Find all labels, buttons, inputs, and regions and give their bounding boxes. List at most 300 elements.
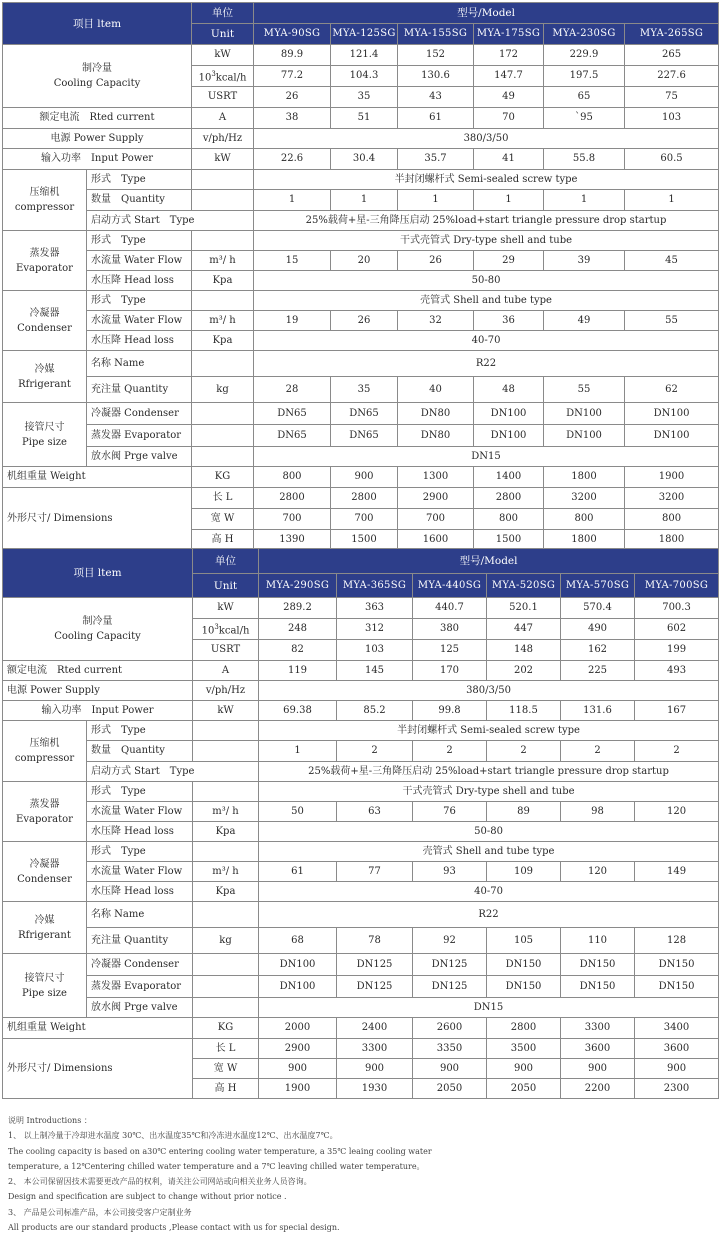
value-cell: 229.9	[544, 45, 625, 66]
spec-table-1	[2, 2, 719, 551]
unit-cell: v/ph/Hz	[193, 681, 259, 701]
value-cell: 1900	[259, 1079, 337, 1099]
value-cell: 77	[337, 862, 413, 882]
model-name: MYA-175SG	[474, 24, 544, 45]
unit-cell: 长 L	[193, 1039, 259, 1059]
value-cell: 35	[331, 377, 398, 403]
unit-cell	[193, 842, 259, 862]
value-cell: DN100	[474, 403, 544, 425]
value-cell: DN80	[398, 403, 474, 425]
value-cell: 800	[254, 467, 331, 488]
value-cell: 22.6	[254, 149, 331, 170]
value-cell: 1500	[474, 530, 544, 551]
value-cell: 41	[474, 149, 544, 170]
unit-cell: 宽 W	[192, 509, 254, 530]
value-cell: 2050	[487, 1079, 561, 1099]
pipe-condenser-label: 冷凝器 Condenser	[87, 954, 193, 976]
weight-label: 机组重量 Weight	[3, 467, 192, 488]
value-cell: 3600	[635, 1039, 719, 1059]
value-cell: 197.5	[544, 66, 625, 87]
drain-valve-label: 放水阀 Prge valve	[87, 447, 192, 467]
dimensions-label: 外形尺寸/ Dimensions	[3, 488, 192, 551]
value-cell: 800	[474, 509, 544, 530]
intro-line: The cooling capacity is based on a30℃ entering cooling water temperature, a 35℃ leaing cooling water	[8, 1146, 432, 1156]
value-cell: 45	[625, 251, 719, 271]
water-flow-label: 水流量 Water Flow	[87, 311, 192, 331]
value-cell: 2800	[254, 488, 331, 509]
value-cell: 700	[254, 509, 331, 530]
unit-header-en: Unit	[192, 24, 254, 45]
model-name: MYA-265SG	[625, 24, 719, 45]
value-cell: DN150	[635, 976, 719, 998]
value-cell: 43	[398, 87, 474, 108]
value-cell: 1930	[337, 1079, 413, 1099]
value-cell: 170	[413, 661, 487, 681]
unit-cell: kW	[192, 149, 254, 170]
unit-cell	[193, 954, 259, 976]
type-label: 形式 Type	[87, 291, 192, 311]
value-cell: 1900	[625, 467, 719, 488]
unit-cell	[193, 902, 259, 928]
value-cell: DN150	[487, 976, 561, 998]
head-loss-value: 50-80	[259, 822, 719, 842]
head-loss-value: 40-70	[254, 331, 719, 351]
value-cell: 82	[259, 640, 337, 661]
unit-cell: Kpa	[192, 271, 254, 291]
unit-cell: $10^3kcal/h$	[193, 619, 259, 640]
value-cell: 70	[474, 108, 544, 129]
value-cell: 1600	[398, 530, 474, 551]
value-cell: 92	[413, 928, 487, 954]
condenser-type-value: 壳管式 Shell and tube type	[254, 291, 719, 311]
value-cell: 900	[331, 467, 398, 488]
value-cell: 700	[331, 509, 398, 530]
value-cell: 265	[625, 45, 719, 66]
value-cell: 2900	[398, 488, 474, 509]
unit-cell: Kpa	[193, 822, 259, 842]
power-supply-label: 电源 Power Supply	[3, 129, 192, 149]
compressor-type-value: 半封闭螺杆式 Semi-sealed screw type	[259, 721, 719, 741]
cooling-capacity-label: 制冷量 Cooling Capacity	[3, 598, 193, 661]
charge-label: 充注量 Quantity	[87, 928, 193, 954]
value-cell: 89	[487, 802, 561, 822]
dimensions-label: 外形尺寸/ Dimensions	[3, 1039, 193, 1099]
unit-cell	[192, 447, 254, 467]
value-cell: 202	[487, 661, 561, 681]
value-cell: DN100	[259, 976, 337, 998]
unit-header: 单位	[193, 549, 259, 574]
value-cell: 61	[398, 108, 474, 129]
unit-cell: 高 H	[193, 1079, 259, 1099]
value-cell: 55	[544, 377, 625, 403]
value-cell: 700	[398, 509, 474, 530]
unit-cell: KG	[192, 467, 254, 488]
value-cell: 51	[331, 108, 398, 129]
value-cell: 152	[398, 45, 474, 66]
unit-cell	[193, 976, 259, 998]
drain-valve-label: 放水阀 Prge valve	[87, 998, 193, 1018]
value-cell: 1800	[544, 467, 625, 488]
unit-cell	[193, 721, 259, 741]
value-cell: 55.8	[544, 149, 625, 170]
value-cell: 490	[561, 619, 635, 640]
condenser-label: 冷凝器 Condenser	[3, 842, 87, 902]
refrigerant-label: 冷媒 Rfrigerant	[3, 902, 87, 954]
value-cell: 162	[561, 640, 635, 661]
value-cell: `95	[544, 108, 625, 129]
value-cell: 248	[259, 619, 337, 640]
value-cell: 65	[544, 87, 625, 108]
value-cell: 3500	[487, 1039, 561, 1059]
value-cell: 1	[544, 190, 625, 211]
value-cell: 69.38	[259, 701, 337, 721]
refrigerant-value: R22	[259, 902, 719, 928]
unit-header: 单位	[192, 3, 254, 24]
value-cell: 76	[413, 802, 487, 822]
value-cell: 30.4	[331, 149, 398, 170]
value-cell: 118.5	[487, 701, 561, 721]
value-cell: 2	[337, 741, 413, 762]
power-supply-value: 380/3/50	[259, 681, 719, 701]
value-cell: 120	[561, 862, 635, 882]
unit-cell: USRT	[193, 640, 259, 661]
unit-cell: kW	[193, 598, 259, 619]
intro-line: 2、 本公司保留因技术需要更改产品的权利，请关注公司网站或向相关业务人员咨询。	[8, 1177, 312, 1187]
value-cell: 105	[487, 928, 561, 954]
value-cell: 2	[561, 741, 635, 762]
model-name: MYA-365SG	[337, 574, 413, 598]
value-cell: 2800	[474, 488, 544, 509]
charge-label: 充注量 Quantity	[87, 377, 192, 403]
unit-cell: kg	[192, 377, 254, 403]
unit-cell: Kpa	[192, 331, 254, 351]
value-cell: 130.6	[398, 66, 474, 87]
value-cell: 900	[487, 1059, 561, 1079]
value-cell: 380	[413, 619, 487, 640]
value-cell: 89.9	[254, 45, 331, 66]
intro-line: Design and specification are subject to change without prior notice .	[8, 1192, 287, 1202]
cooling-capacity-label: 制冷量 Cooling Capacity	[3, 45, 192, 108]
compressor-label: 压缩机 compressor	[3, 721, 87, 782]
type-label: 形式 Type	[87, 782, 193, 802]
value-cell: 148	[487, 640, 561, 661]
name-label: 名称 Name	[87, 902, 193, 928]
unit-header-en: Unit	[193, 574, 259, 598]
value-cell: 28	[254, 377, 331, 403]
unit-cell: m³/ h	[192, 311, 254, 331]
value-cell: 128	[635, 928, 719, 954]
value-cell: 900	[635, 1059, 719, 1079]
value-cell: 39	[544, 251, 625, 271]
model-name: MYA-90SG	[254, 24, 331, 45]
value-cell: 78	[337, 928, 413, 954]
value-cell: 110	[561, 928, 635, 954]
value-cell: 3600	[561, 1039, 635, 1059]
value-cell: 104.3	[331, 66, 398, 87]
item-header: 项目 ltem	[3, 549, 193, 598]
value-cell: DN150	[487, 954, 561, 976]
value-cell: 3200	[625, 488, 719, 509]
value-cell: DN100	[544, 403, 625, 425]
value-cell: 93	[413, 862, 487, 882]
value-cell: DN65	[254, 425, 331, 447]
value-cell: 2300	[635, 1079, 719, 1099]
start-label: 启动方式 Start Type	[87, 211, 254, 231]
value-cell: 900	[337, 1059, 413, 1079]
value-cell: 29	[474, 251, 544, 271]
value-cell: 1	[398, 190, 474, 211]
head-loss-label: 水压降 Head loss	[87, 882, 193, 902]
value-cell: 62	[625, 377, 719, 403]
value-cell: DN100	[259, 954, 337, 976]
power-supply-label: 电源 Power Supply	[3, 681, 193, 701]
unit-cell	[192, 291, 254, 311]
model-name: MYA-230SG	[544, 24, 625, 45]
value-cell: 3300	[337, 1039, 413, 1059]
value-cell: 447	[487, 619, 561, 640]
value-cell: 49	[474, 87, 544, 108]
unit-cell	[192, 170, 254, 190]
unit-cell: A	[192, 108, 254, 129]
value-cell: 3300	[561, 1018, 635, 1039]
value-cell: DN100	[544, 425, 625, 447]
value-cell: DN125	[413, 954, 487, 976]
value-cell: 440.7	[413, 598, 487, 619]
unit-cell: m³/ h	[193, 862, 259, 882]
value-cell: 145	[337, 661, 413, 681]
value-cell: 103	[625, 108, 719, 129]
value-cell: 167	[635, 701, 719, 721]
quantity-label: 数量 Quantity	[87, 190, 192, 211]
value-cell: 60.5	[625, 149, 719, 170]
unit-cell	[192, 351, 254, 377]
value-cell: 147.7	[474, 66, 544, 87]
value-cell: 289.2	[259, 598, 337, 619]
item-header: 项目 ltem	[3, 3, 192, 45]
model-header: 型号/Model	[254, 3, 719, 24]
value-cell: 570.4	[561, 598, 635, 619]
model-header: 型号/Model	[259, 549, 719, 574]
value-cell: 120	[635, 802, 719, 822]
power-supply-value: 380/3/50	[254, 129, 719, 149]
unit-cell: kg	[193, 928, 259, 954]
evaporator-type-value: 干式壳管式 Dry-type shell and tube	[254, 231, 719, 251]
value-cell: 26	[331, 311, 398, 331]
drain-valve-value: DN15	[259, 998, 719, 1018]
value-cell: 32	[398, 311, 474, 331]
value-cell: 2800	[331, 488, 398, 509]
intro-title: 说明 Introductions ：	[8, 1116, 92, 1125]
value-cell: 1400	[474, 467, 544, 488]
value-cell: 48	[474, 377, 544, 403]
type-label: 形式 Type	[87, 231, 192, 251]
model-name: MYA-520SG	[487, 574, 561, 598]
value-cell: 121.4	[331, 45, 398, 66]
value-cell: 363	[337, 598, 413, 619]
intro-line: All products are our standard products ,Please contact with us for special design.	[8, 1223, 340, 1233]
unit-cell: A	[193, 661, 259, 681]
value-cell: 2900	[259, 1039, 337, 1059]
drain-valve-value: DN15	[254, 447, 719, 467]
head-loss-value: 50-80	[254, 271, 719, 291]
value-cell: 1800	[625, 530, 719, 551]
value-cell: 1390	[254, 530, 331, 551]
value-cell: 1	[259, 741, 337, 762]
head-loss-label: 水压降 Head loss	[87, 331, 192, 351]
value-cell: 77.2	[254, 66, 331, 87]
unit-cell: KG	[193, 1018, 259, 1039]
value-cell: 700.3	[635, 598, 719, 619]
value-cell: DN150	[561, 954, 635, 976]
value-cell: 75	[625, 87, 719, 108]
value-cell: 2000	[259, 1018, 337, 1039]
unit-cell	[193, 782, 259, 802]
value-cell: DN80	[398, 425, 474, 447]
value-cell: 131.6	[561, 701, 635, 721]
value-cell: 26	[398, 251, 474, 271]
value-cell: 312	[337, 619, 413, 640]
unit-cell: kW	[193, 701, 259, 721]
value-cell: 3350	[413, 1039, 487, 1059]
unit-cell	[192, 190, 254, 211]
value-cell: 900	[413, 1059, 487, 1079]
value-cell: 2400	[337, 1018, 413, 1039]
value-cell: 520.1	[487, 598, 561, 619]
model-name: MYA-155SG	[398, 24, 474, 45]
intro-line: 3、 产品是公司标准产品，本公司接受客户定制业务	[8, 1207, 192, 1217]
value-cell: 35	[331, 87, 398, 108]
model-name: MYA-570SG	[561, 574, 635, 598]
pipe-size-label: 接管尺寸 Pipe size	[3, 954, 87, 1018]
value-cell: 2	[635, 741, 719, 762]
value-cell: 2	[413, 741, 487, 762]
value-cell: 63	[337, 802, 413, 822]
value-cell: 1800	[544, 530, 625, 551]
value-cell: 49	[544, 311, 625, 331]
value-cell: 1	[474, 190, 544, 211]
value-cell: 149	[635, 862, 719, 882]
rated-current-label: 额定电流 Rted current	[3, 661, 193, 681]
spec-table-2	[2, 548, 719, 1099]
value-cell: DN100	[625, 425, 719, 447]
unit-cell	[192, 231, 254, 251]
value-cell: 98	[561, 802, 635, 822]
value-cell: 20	[331, 251, 398, 271]
evaporator-label: 蒸发器 Evaporator	[3, 231, 87, 291]
unit-cell: 长 L	[192, 488, 254, 509]
water-flow-label: 水流量 Water Flow	[87, 251, 192, 271]
compressor-label: 压缩机 compressor	[3, 170, 87, 231]
value-cell: DN125	[337, 954, 413, 976]
weight-label: 机组重量 Weight	[3, 1018, 193, 1039]
value-cell: 800	[625, 509, 719, 530]
value-cell: 900	[259, 1059, 337, 1079]
unit-cell: m³/ h	[192, 251, 254, 271]
value-cell: DN150	[561, 976, 635, 998]
type-label: 形式 Type	[87, 842, 193, 862]
value-cell: DN65	[331, 425, 398, 447]
value-cell: 68	[259, 928, 337, 954]
unit-cell: kW	[192, 45, 254, 66]
value-cell: 900	[561, 1059, 635, 1079]
model-name: MYA-290SG	[259, 574, 337, 598]
condenser-label: 冷凝器 Condenser	[3, 291, 87, 351]
value-cell: 225	[561, 661, 635, 681]
pipe-evaporator-label: 蒸发器 Evaporator	[87, 425, 192, 447]
value-cell: DN65	[254, 403, 331, 425]
head-loss-value: 40-70	[259, 882, 719, 902]
model-name: MYA-700SG	[635, 574, 719, 598]
evaporator-label: 蒸发器 Evaporator	[3, 782, 87, 842]
value-cell: 103	[337, 640, 413, 661]
value-cell: 2	[487, 741, 561, 762]
value-cell: DN150	[635, 954, 719, 976]
unit-cell	[192, 403, 254, 425]
unit-cell: USRT	[192, 87, 254, 108]
quantity-label: 数量 Quantity	[87, 741, 193, 762]
value-cell: DN125	[413, 976, 487, 998]
unit-cell: $10^3kcal/h$	[192, 66, 254, 87]
value-cell: DN125	[337, 976, 413, 998]
value-cell: 199	[635, 640, 719, 661]
refrigerant-label: 冷媒 Rfrigerant	[3, 351, 87, 403]
value-cell: 85.2	[337, 701, 413, 721]
value-cell: 1500	[331, 530, 398, 551]
model-name: MYA-125SG	[331, 24, 398, 45]
value-cell: 99.8	[413, 701, 487, 721]
head-loss-label: 水压降 Head loss	[87, 271, 192, 291]
value-cell: 227.6	[625, 66, 719, 87]
value-cell: 3200	[544, 488, 625, 509]
value-cell: 2050	[413, 1079, 487, 1099]
value-cell: 2800	[487, 1018, 561, 1039]
model-name: MYA-440SG	[413, 574, 487, 598]
value-cell: 50	[259, 802, 337, 822]
water-flow-label: 水流量 Water Flow	[87, 862, 193, 882]
value-cell: 35.7	[398, 149, 474, 170]
rated-current-label: 额定电流 Rted current	[3, 108, 192, 129]
unit-cell	[193, 741, 259, 762]
input-power-label: 输入功率 Input Power	[3, 701, 193, 721]
condenser-type-value: 壳管式 Shell and tube type	[259, 842, 719, 862]
evaporator-type-value: 干式壳管式 Dry-type shell and tube	[259, 782, 719, 802]
unit-cell: v/ph/Hz	[192, 129, 254, 149]
value-cell: 1	[625, 190, 719, 211]
value-cell: DN100	[625, 403, 719, 425]
value-cell: DN65	[331, 403, 398, 425]
value-cell: 172	[474, 45, 544, 66]
value-cell: DN100	[474, 425, 544, 447]
value-cell: 3400	[635, 1018, 719, 1039]
value-cell: 119	[259, 661, 337, 681]
introductions-notes	[8, 1113, 714, 1235]
start-value: 25%载荷+星-三角降压启动 25%load+start triangle pressure drop startup	[259, 762, 719, 782]
value-cell: 2600	[413, 1018, 487, 1039]
value-cell: 800	[544, 509, 625, 530]
start-label: 启动方式 Start Type	[87, 762, 259, 782]
name-label: 名称 Name	[87, 351, 192, 377]
value-cell: 109	[487, 862, 561, 882]
unit-cell: m³/ h	[193, 802, 259, 822]
unit-cell	[193, 998, 259, 1018]
intro-line: temperature, a 12℃entering chilled water temperature and a 7℃ leaving chilled water temperature。	[8, 1161, 425, 1171]
value-cell: 2200	[561, 1079, 635, 1099]
value-cell: 1	[254, 190, 331, 211]
value-cell: 1300	[398, 467, 474, 488]
intro-line: 1、 以上制冷量于冷却进水温度 30℃、出水温度35℃和冷冻进水温度12℃、出水温度7℃。	[8, 1131, 338, 1141]
value-cell: 36	[474, 311, 544, 331]
water-flow-label: 水流量 Water Flow	[87, 802, 193, 822]
